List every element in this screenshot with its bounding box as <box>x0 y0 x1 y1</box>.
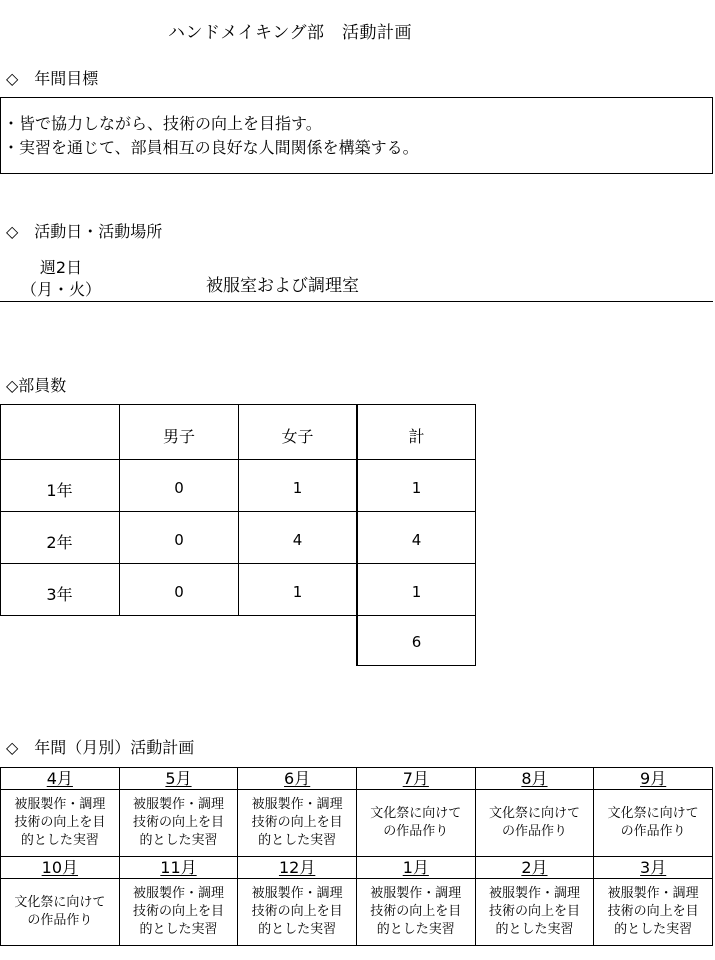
plan-activity-line: 被服製作・調理 <box>132 797 224 812</box>
plan-month-header: 11月 <box>119 857 238 879</box>
plan-activity-line: 技術の向上を目 <box>132 904 224 919</box>
members-row-grade: 1年 <box>46 481 73 500</box>
plan-activity-line: の作品作り <box>620 824 686 839</box>
members-header-male: 男子 <box>162 427 195 446</box>
members-row-female: 1 <box>292 479 303 497</box>
goal-item-1: ・皆で協力しながら、技術の向上を目指す。 <box>3 114 322 133</box>
members-vline-4 <box>475 404 476 666</box>
plan-activity-line: 被服製作・調理 <box>251 797 343 812</box>
plan-activity-cell <box>475 879 594 946</box>
plan-activity-line: 被服製作・調理 <box>488 886 580 901</box>
page-title: ハンドメイキング部 活動計画 <box>168 23 412 43</box>
plan-activity-cell <box>238 879 357 946</box>
members-grand-total: 6 <box>411 633 422 651</box>
plan-activity-cell <box>475 790 594 857</box>
members-row-total: 1 <box>411 479 422 497</box>
plan-month-header: 5月 <box>119 768 238 790</box>
plan-month-header: 2月 <box>475 857 594 879</box>
plan-month-row <box>1 768 713 790</box>
members-row-male: 0 <box>174 583 184 601</box>
goals-box <box>0 97 713 174</box>
plan-heading: ◇ 年間（月別）活動計画 <box>6 738 195 757</box>
members-header-total: 計 <box>408 427 425 446</box>
plan-month-row <box>1 857 713 879</box>
members-row-female: 1 <box>292 583 303 601</box>
plan-activity-line: 的とした実習 <box>139 833 218 848</box>
plan-activity-line: 技術の向上を目 <box>607 904 699 919</box>
plan-activity-line: 的とした実習 <box>139 922 218 937</box>
plan-month-header: 4月 <box>1 768 120 790</box>
plan-month-header: 7月 <box>356 768 475 790</box>
activity-days-weekdays: （月・火） <box>20 280 101 299</box>
members-row-female: 4 <box>292 531 303 549</box>
activity-place: 被服室および調理室 <box>206 276 359 296</box>
plan-activity-cell <box>594 879 713 946</box>
plan-activity-cell <box>356 879 475 946</box>
members-header-female: 女子 <box>281 427 314 446</box>
plan-activity-line: 被服製作・調理 <box>251 886 343 901</box>
plan-activity-line: 的とした実習 <box>614 922 693 937</box>
schedule-heading: ◇ 活動日・活動場所 <box>6 222 163 241</box>
plan-activity-line: 被服製作・調理 <box>14 797 106 812</box>
plan-month-header: 10月 <box>1 857 120 879</box>
members-row-male: 0 <box>174 479 184 497</box>
plan-activity-row <box>1 790 713 857</box>
plan-activity-line: の作品作り <box>27 913 93 928</box>
plan-activity-cell <box>594 790 713 857</box>
members-line-total <box>357 665 476 666</box>
plan-month-header: 1月 <box>356 857 475 879</box>
plan-activity-line: 的とした実習 <box>20 833 99 848</box>
members-row-grade: 2年 <box>46 533 73 552</box>
plan-activity-line: 技術の向上を目 <box>132 815 224 830</box>
plan-activity-line: 的とした実習 <box>495 922 574 937</box>
members-row-total: 1 <box>411 583 422 601</box>
plan-activity-line: 技術の向上を目 <box>488 904 580 919</box>
plan-activity-cell <box>1 790 120 857</box>
members-heading: ◇部員数 <box>6 376 67 395</box>
plan-month-header: 12月 <box>238 857 357 879</box>
plan-month-header: 9月 <box>594 768 713 790</box>
activity-days-count: 週2日 <box>39 258 83 277</box>
plan-activity-line: 被服製作・調理 <box>607 886 699 901</box>
members-table <box>0 404 476 666</box>
goal-item-2: ・実習を通じて、部員相互の良好な人間関係を構築する。 <box>3 138 419 157</box>
goals-heading: ◇ 年間目標 <box>6 69 99 88</box>
plan-activity-line: の作品作り <box>383 824 449 839</box>
plan-month-header: 3月 <box>594 857 713 879</box>
plan-activity-cell <box>356 790 475 857</box>
plan-month-header: 6月 <box>238 768 357 790</box>
plan-activity-line: 的とした実習 <box>258 922 337 937</box>
plan-activity-line: 技術の向上を目 <box>370 904 462 919</box>
plan-activity-cell <box>119 879 238 946</box>
plan-grid <box>0 767 713 946</box>
plan-activity-line: 的とした実習 <box>376 922 455 937</box>
plan-activity-line: 文化祭に向けて <box>14 895 106 910</box>
plan-activity-line: 文化祭に向けて <box>607 806 699 821</box>
plan-table <box>0 767 713 946</box>
plan-activity-line: 技術の向上を目 <box>251 904 343 919</box>
plan-activity-line: 被服製作・調理 <box>370 886 462 901</box>
plan-activity-line: 的とした実習 <box>258 833 337 848</box>
plan-activity-line: 文化祭に向けて <box>370 806 462 821</box>
members-row-male: 0 <box>174 531 184 549</box>
plan-activity-line: 技術の向上を目 <box>251 815 343 830</box>
schedule-underline <box>0 301 713 302</box>
members-row-grade: 3年 <box>46 585 73 604</box>
activity-days <box>20 257 102 301</box>
plan-activity-cell <box>238 790 357 857</box>
plan-month-header: 8月 <box>475 768 594 790</box>
plan-activity-cell <box>119 790 238 857</box>
members-row-total: 4 <box>411 531 422 549</box>
plan-activity-cell <box>1 879 120 946</box>
plan-activity-line: 技術の向上を目 <box>14 815 106 830</box>
plan-activity-line: 被服製作・調理 <box>132 886 224 901</box>
plan-activity-line: の作品作り <box>501 824 567 839</box>
plan-activity-row <box>1 879 713 946</box>
plan-activity-line: 文化祭に向けて <box>488 806 580 821</box>
